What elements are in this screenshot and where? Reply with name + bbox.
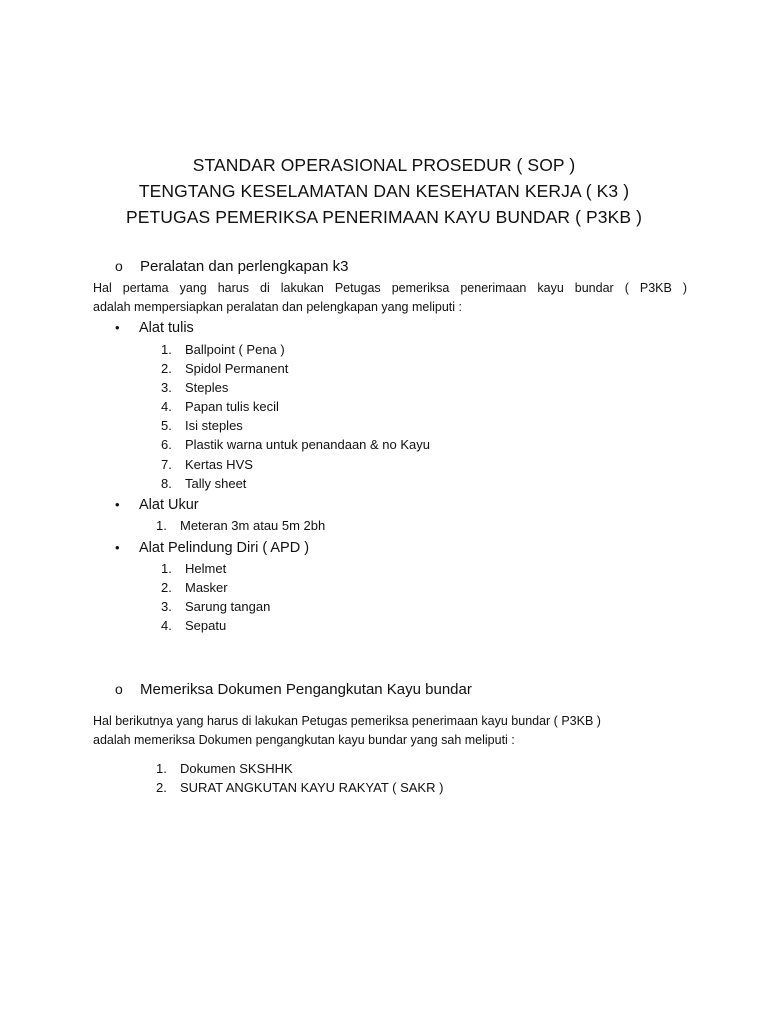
list-item-text: Isi steples [185,418,243,433]
list-number: 2. [161,580,172,595]
list-item [156,759,293,778]
list-item-text: SURAT ANGKUTAN KAYU RAKYAT ( SAKR ) [180,780,444,795]
section-heading-text: Peralatan dan perlengkapan k3 [140,258,349,275]
list-item-text: Papan tulis kecil [185,399,279,414]
list-item-text: Tally sheet [185,476,247,491]
list-item-text: Sepatu [185,618,227,633]
list-item-text: Plastik warna untuk penandaan & no Kayu [185,437,431,452]
bullet-alat-pelindung-diri [115,538,309,558]
bullet-dot-icon: • [115,497,120,512]
document-title [0,152,768,230]
list-number: 6. [161,437,172,452]
bullet-label: Alat Pelindung Diri ( APD ) [139,540,310,556]
list-number: 1. [156,518,167,533]
list-item [161,340,285,359]
list-item [161,559,226,578]
list-number: 1. [161,342,172,357]
list-item [161,578,228,597]
list-item-text: Meteran 3m atau 5m 2bh [180,518,326,533]
list-item-text: Helmet [185,561,227,576]
section-heading-equipment [115,256,349,277]
list-item-text: Kertas HVS [185,457,253,472]
title-line-3: PETUGAS PEMERIKSA PENERIMAAN KAYU BUNDAR ( P3KB ) [125,207,643,227]
list-item [156,778,443,797]
list-item-text: Ballpoint ( Pena ) [185,342,285,357]
list-number: 1. [156,761,167,776]
list-item [161,616,226,635]
bullet-label: Alat Ukur [139,497,199,513]
list-item [156,516,325,535]
circle-bullet-icon: o [115,681,123,697]
bullet-dot-icon: • [115,320,120,335]
list-number: 2. [161,361,172,376]
title-line-1: STANDAR OPERASIONAL PROSEDUR ( SOP ) [192,155,576,175]
list-number: 4. [161,399,172,414]
list-number: 1. [161,561,172,576]
section-2-paragraph [93,712,687,750]
list-number: 2. [156,780,167,795]
title-line-2: TENGTANG KESELAMATAN DAN KESEHATAN KERJA ( K3 ) [138,181,630,201]
list-item-text: Steples [185,380,229,395]
paragraph-line: adalah memeriksa Dokumen pengangkutan kayu bundar yang sah meliputi : [93,733,515,747]
list-number: 8. [161,476,172,491]
list-item [161,455,253,474]
list-number: 4. [161,618,172,633]
list-number: 7. [161,457,172,472]
bullet-label: Alat tulis [139,320,194,336]
bullet-alat-ukur [115,495,199,515]
list-number: 5. [161,418,172,433]
circle-bullet-icon: o [115,258,123,274]
list-number: 3. [161,599,172,614]
list-number: 3. [161,380,172,395]
list-item [161,474,246,493]
list-item [161,359,288,378]
section-heading-documents [115,679,472,700]
bullet-alat-tulis [115,318,194,338]
list-item [161,435,430,454]
list-item-text: Masker [185,580,228,595]
list-item-text: Sarung tangan [185,599,271,614]
paragraph-line: Hal berikutnya yang harus di lakukan Petugas pemeriksa penerimaan kayu bundar ( P3KB ) [93,714,601,728]
paragraph-line: adalah mempersiapkan peralatan dan pelengkapan yang meliputi : [93,300,463,314]
list-item [161,378,228,397]
list-item [161,397,279,416]
list-item [161,416,243,435]
section-1-paragraph [93,279,687,317]
list-item-text: Spidol Permanent [185,361,289,376]
bullet-dot-icon: • [115,540,120,555]
paragraph-line: Hal pertama yang harus di lakukan Petugas pemeriksa penerimaan kayu bundar ( P3KB ) [93,281,687,295]
list-item [161,597,270,616]
section-heading-text: Memeriksa Dokumen Pengangkutan Kayu bundar [140,681,472,698]
list-item-text: Dokumen SKSHHK [180,761,293,776]
